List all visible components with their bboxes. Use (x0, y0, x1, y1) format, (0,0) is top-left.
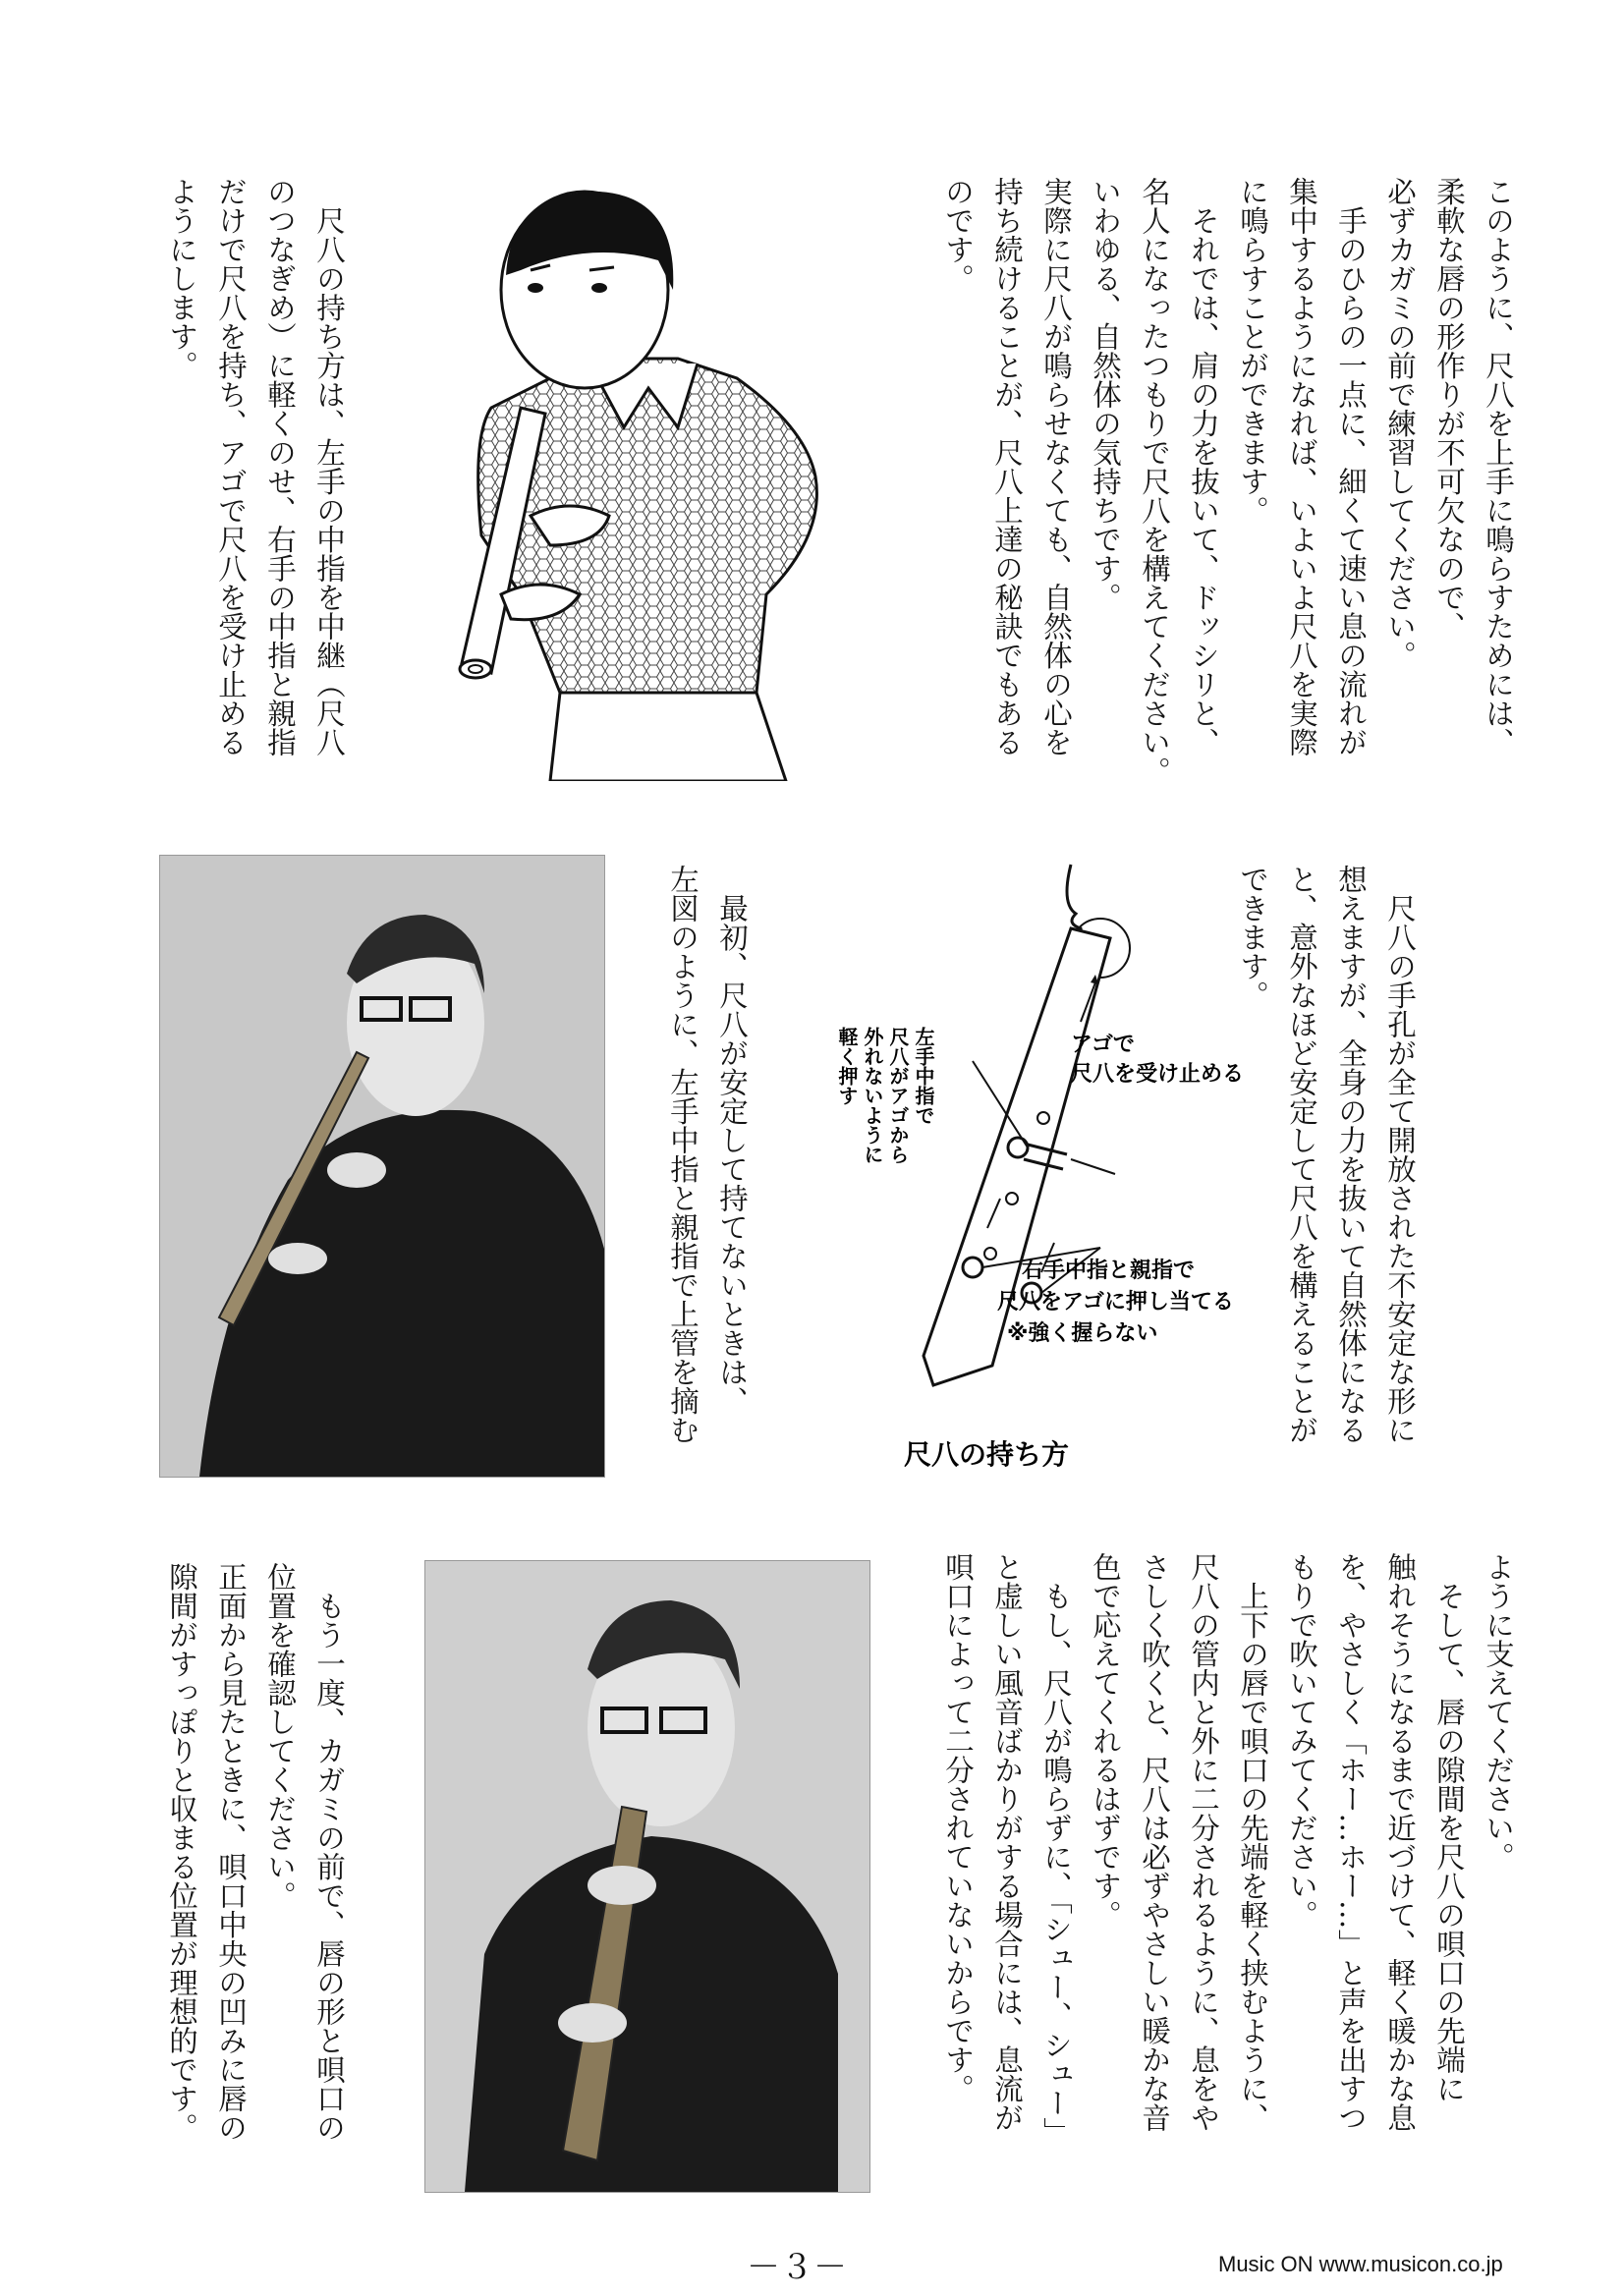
top-right-line: それでは、肩の力を抜いて、ドッシリと、 (1187, 177, 1220, 756)
bottom-right-line: さしく吹くと、尺八は必ずやさしい暖かな音 (1138, 1552, 1171, 2132)
label-left-hand-line3: 外れないように (861, 1027, 884, 1164)
top-left-line: ようにします。 (165, 177, 198, 380)
top-left-line: 尺八の持ち方は、左手の中指を中継（尺八 (312, 177, 346, 756)
bottom-right-line: 触れそうになるまで近づけて、軽く暖かな息 (1383, 1552, 1417, 2132)
top-left-line: のつなぎめ）に軽くのせ、右手の中指と親指 (263, 177, 297, 756)
shakuhachi-holding-diagram (776, 855, 1267, 1483)
middle-left-line: 最初、尺八が安定して持てないときは、 (715, 865, 749, 1416)
bottom-right-line: ように支えてください。 (1482, 1552, 1515, 1872)
top-right-line: いわゆる、自然体の気持ちです。 (1089, 177, 1122, 612)
top-right-line: 柔軟な唇の形作りが不可欠なので、 (1432, 177, 1466, 641)
shakuhachi-player-illustration (413, 182, 865, 781)
top-right-line: 必ずカガミの前で練習してください。 (1383, 177, 1417, 670)
bottom-left-line: もう一度、カガミの前で、唇の形と唄口の (312, 1562, 346, 2142)
top-right-line: このように、尺八を上手に鳴らすためには、 (1482, 177, 1515, 756)
bottom-left-line: 正面から見たときに、唄口中央の凹みに唇の (214, 1562, 248, 2142)
top-right-line: に鳴らすことができます。 (1236, 177, 1269, 525)
bottom-right-line: と虚しい風音ばかりがする場合には、息流が (990, 1552, 1024, 2132)
label-chin-line2: 尺八を受け止める (1071, 1062, 1245, 1087)
top-right-line: のです。 (941, 177, 975, 293)
bottom-left-line: 位置を確認してください。 (263, 1562, 297, 1910)
bottom-right-line: そして、唇の隙間を尺八の唄口の先端に (1432, 1552, 1466, 2103)
label-right-hand-line2: 尺八をアゴに押し当てる (997, 1290, 1234, 1315)
bottom-left-line: 隙間がすっぽりと収まる位置が理想的です。 (165, 1562, 198, 2142)
top-right-line: 実際に尺八が鳴らせなくても、自然体の心を (1039, 177, 1073, 756)
top-right-line: 名人になったつもりで尺八を構えてください。 (1138, 177, 1171, 786)
label-left-hand-line4: 軽く押す (835, 1027, 859, 1105)
top-right-line: 手のひらの一点に、細くて速い息の流れが (1334, 177, 1368, 756)
middle-left-line: 左図のように、左手中指と親指で上管を摘む (666, 865, 700, 1444)
middle-right-line: できます。 (1236, 865, 1269, 1010)
text-block-middle-left (658, 865, 756, 1493)
bottom-right-line: 色で応えてくれるはずです。 (1089, 1552, 1122, 1930)
text-block-top-right (933, 177, 1523, 825)
text-block-bottom-left (157, 1562, 354, 2191)
label-left-hand-line2: 尺八がアゴから (886, 1027, 910, 1164)
bottom-right-line: 唄口によって二分されていないからです。 (941, 1552, 975, 2103)
bottom-right-line: 上下の唇で唄口の先端を軽く挟むように、 (1236, 1552, 1269, 2132)
bottom-right-line: もりで吹いてみてください。 (1285, 1552, 1318, 1930)
photo-player-front (424, 1560, 870, 2193)
page-number: －３－ (747, 2248, 847, 2287)
bottom-right-line: 尺八の管内と外に二分されるように、息をや (1187, 1552, 1220, 2132)
label-left-hand-line1: 左手中指で (912, 1027, 935, 1125)
middle-right-line: と、意外なほど安定して尺八を構えることが (1285, 865, 1318, 1444)
middle-right-line: 想えますが、全身の力を抜いて自然体になる (1334, 865, 1368, 1444)
diagram-caption: 尺八の持ち方 (904, 1438, 1070, 1471)
label-right-hand-line3: ※強く握らない (1007, 1321, 1158, 1346)
text-block-bottom-right (933, 1552, 1523, 2220)
top-right-line: 持ち続けることが、尺八上達の秘訣でもある (990, 177, 1024, 756)
top-left-line: だけで尺八を持ち、アゴで尺八を受け止める (214, 177, 248, 756)
top-right-line: 集中するようになれば、いよいよ尺八を実際 (1285, 177, 1318, 756)
middle-right-line: 尺八の手孔が全て開放された不安定な形に (1383, 865, 1417, 1444)
footer-website: Music ON www.musicon.co.jp (1218, 2252, 1503, 2276)
bottom-right-line: もし、尺八が鳴らずに、「シュー、シュー」 (1039, 1552, 1073, 2147)
bottom-right-line: を、やさしく「ホー…ホー…」と声を出すつ (1334, 1552, 1368, 2132)
text-block-top-left (157, 177, 354, 806)
label-chin-line1: アゴで (1071, 1033, 1135, 1057)
label-right-hand-line1: 右手中指と親指で (1022, 1259, 1196, 1283)
photo-player-profile (159, 855, 605, 1478)
